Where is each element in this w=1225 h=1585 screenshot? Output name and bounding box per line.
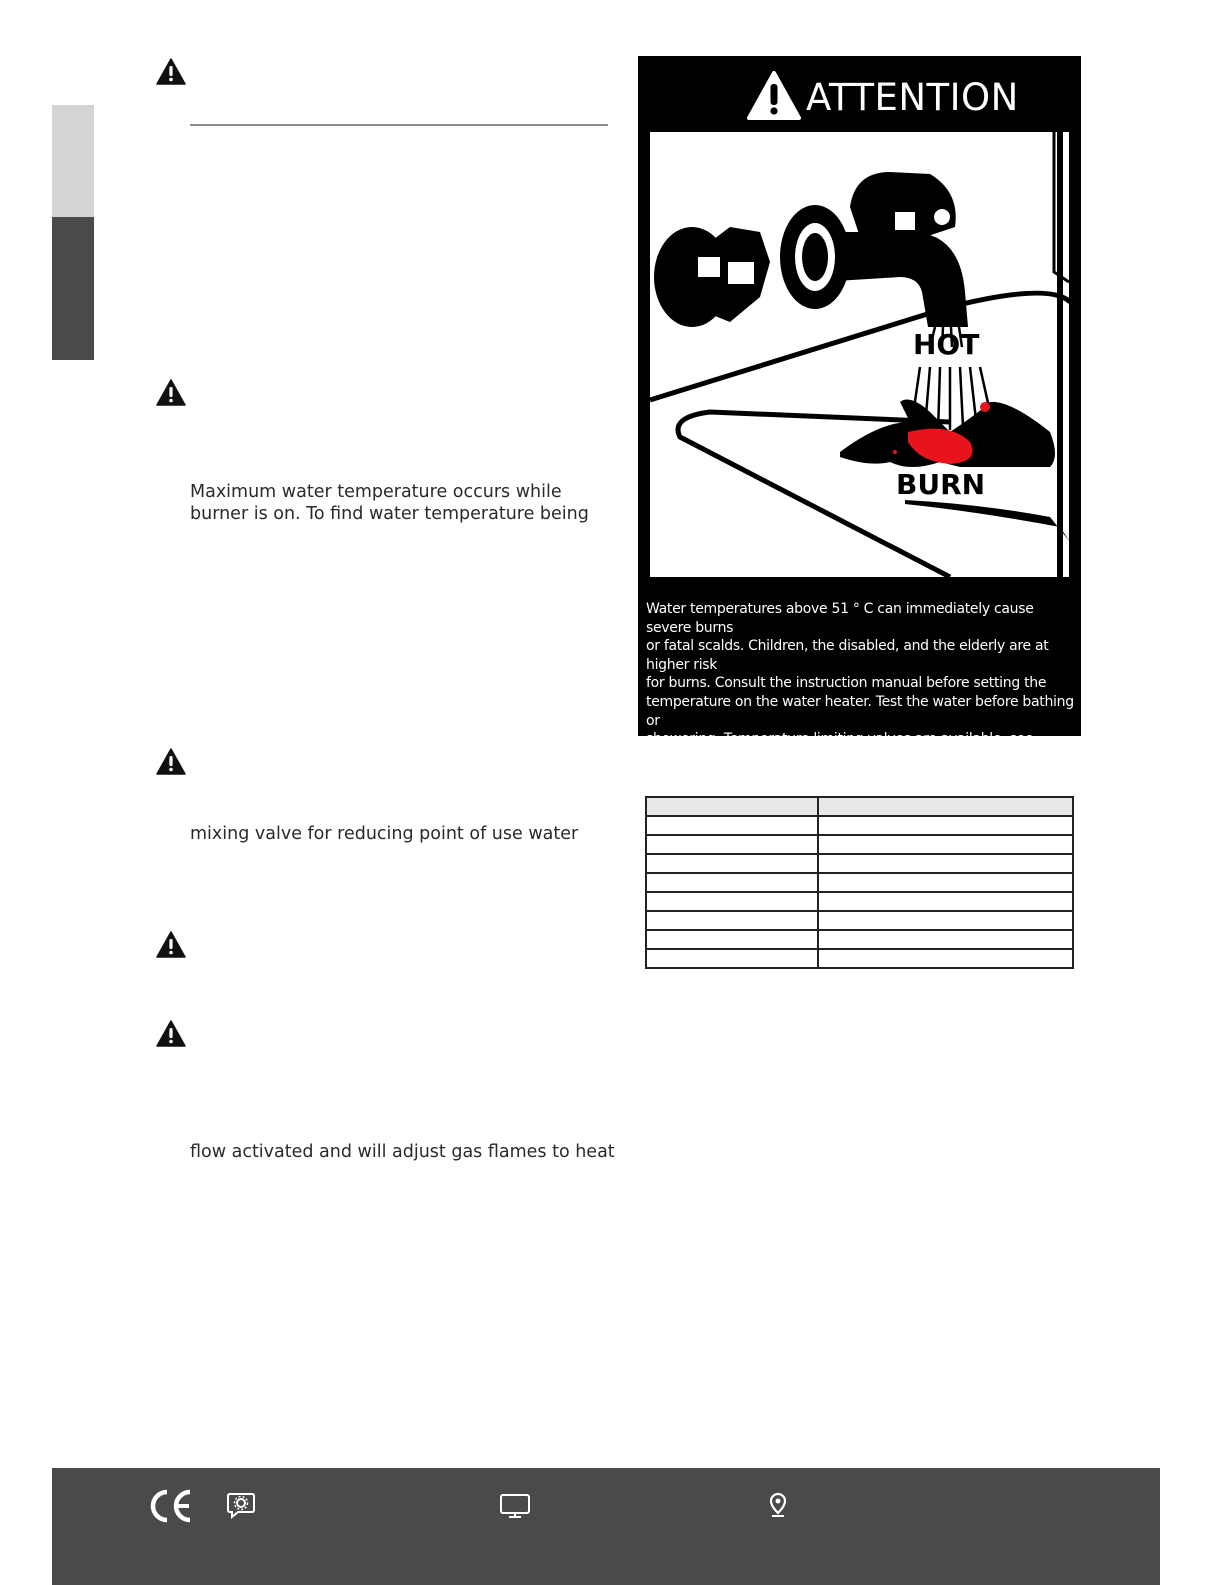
ce-mark-icon bbox=[148, 1489, 194, 1523]
table-row bbox=[646, 835, 1073, 854]
warning-triangle-icon bbox=[156, 58, 186, 85]
table-row bbox=[646, 949, 1073, 968]
paragraph-line: mixing valve for reducing point of use water bbox=[190, 824, 579, 844]
poster-text-line: temperature on the water heater. Test the water before bathing or bbox=[646, 693, 1074, 729]
warning-triangle-icon bbox=[746, 70, 802, 122]
paragraph-line: burner is on. To find water temperature being bbox=[190, 504, 589, 524]
side-tab-dark bbox=[52, 217, 94, 360]
burn-label: BURN bbox=[896, 468, 986, 501]
poster-text-line: instructions. bbox=[646, 768, 729, 785]
warning-triangle-icon bbox=[156, 748, 186, 775]
poster-text-line: Water temperatures above 51 ° C can immediately cause severe burns bbox=[646, 601, 1034, 636]
location-pin-icon bbox=[768, 1492, 788, 1518]
paragraph-line: flow activated and will adjust gas flames to heat bbox=[190, 1142, 615, 1162]
warning-triangle-icon bbox=[156, 379, 186, 406]
poster-text-line: showering. Temperature limiting valves are available, see operating bbox=[646, 731, 1034, 766]
table-row bbox=[646, 892, 1073, 911]
page-footer bbox=[52, 1468, 1160, 1585]
side-tab-light bbox=[52, 105, 94, 217]
warning-triangle-icon bbox=[156, 931, 186, 958]
poster-warning-text bbox=[646, 600, 1082, 786]
table-row bbox=[646, 911, 1073, 930]
warning-triangle-icon bbox=[156, 1020, 186, 1047]
monitor-icon bbox=[499, 1493, 531, 1519]
poster-text-line: for burns. Consult the instruction manual before setting the bbox=[646, 675, 1047, 692]
paragraph-line: Maximum water temperature occurs while bbox=[190, 482, 562, 502]
table-header-row bbox=[646, 797, 1073, 816]
hot-label: HOT bbox=[913, 328, 980, 361]
hot-water-burn-illustration bbox=[650, 132, 1069, 577]
table-row bbox=[646, 873, 1073, 892]
table-row bbox=[646, 930, 1073, 949]
poster-title: ATTENTION bbox=[806, 76, 1019, 119]
temperature-table bbox=[645, 796, 1074, 969]
poster-text-line: or fatal scalds. Children, the disabled, and the elderly are at higher risk bbox=[646, 638, 1049, 673]
table-row bbox=[646, 816, 1073, 835]
section-divider bbox=[190, 124, 608, 126]
table-row bbox=[646, 854, 1073, 873]
support-chat-gear-icon bbox=[226, 1491, 256, 1519]
